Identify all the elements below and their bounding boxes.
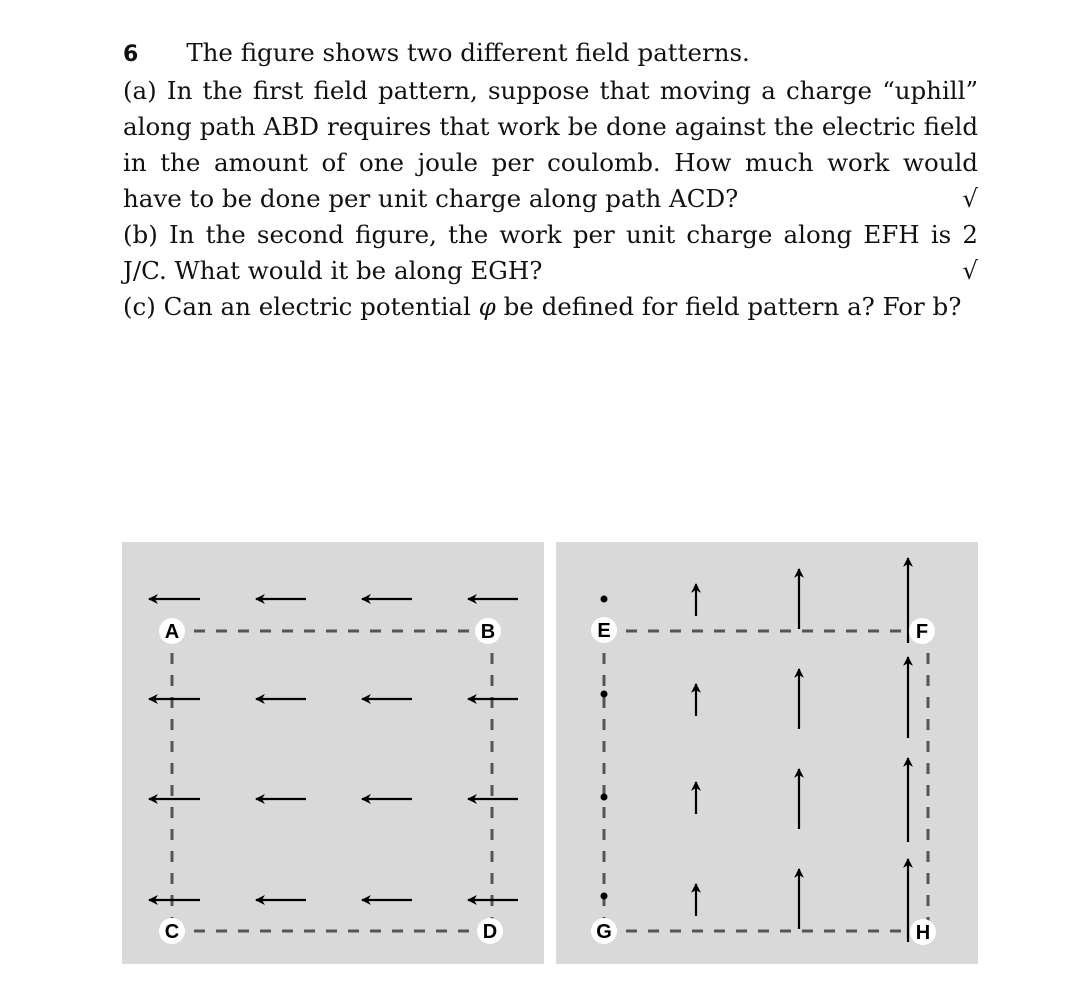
- label-c: C: [164, 921, 180, 943]
- label-d: D: [482, 921, 498, 943]
- figure-b: [556, 542, 978, 964]
- label-g: G: [596, 921, 612, 943]
- zero-field-dot: [601, 596, 608, 603]
- label-b: B: [480, 621, 496, 643]
- label-h: H: [915, 922, 931, 944]
- check-mark-a: √: [962, 184, 978, 213]
- zero-field-dot: [601, 893, 608, 900]
- check-mark-b: √: [962, 256, 978, 285]
- problem-header: [123, 35, 978, 73]
- zero-field-dot: [601, 794, 608, 801]
- part-b-text: (b) In the second figure, the work per unit charge along EFH is 2 J/C. What would it be along EGH?: [123, 220, 978, 285]
- problem-intro: The figure shows two different field patterns.: [186, 38, 750, 67]
- label-a: A: [164, 621, 180, 643]
- problem-text: [123, 35, 978, 325]
- part-c-text-2: be defined for field pattern a? For b?: [503, 292, 962, 321]
- figure-a: [122, 542, 544, 964]
- label-e: E: [597, 620, 611, 642]
- phi-symbol: φ: [478, 292, 496, 321]
- problem-number: 6: [123, 42, 139, 67]
- part-c-text-1: (c) Can an electric potential: [123, 292, 471, 321]
- part-a: [123, 73, 978, 217]
- part-b: [123, 217, 978, 289]
- part-c: [123, 289, 978, 325]
- part-a-text: (a) In the first field pattern, suppose that moving a charge “uphill” along path ABD requires that work be done against the electric field in the amount of one joule per coulomb. How much work would have to be done per unit charge along path ACD?: [123, 76, 978, 213]
- zero-field-dot: [601, 691, 608, 698]
- label-f: F: [915, 621, 929, 643]
- figure-b-panel: [556, 542, 978, 964]
